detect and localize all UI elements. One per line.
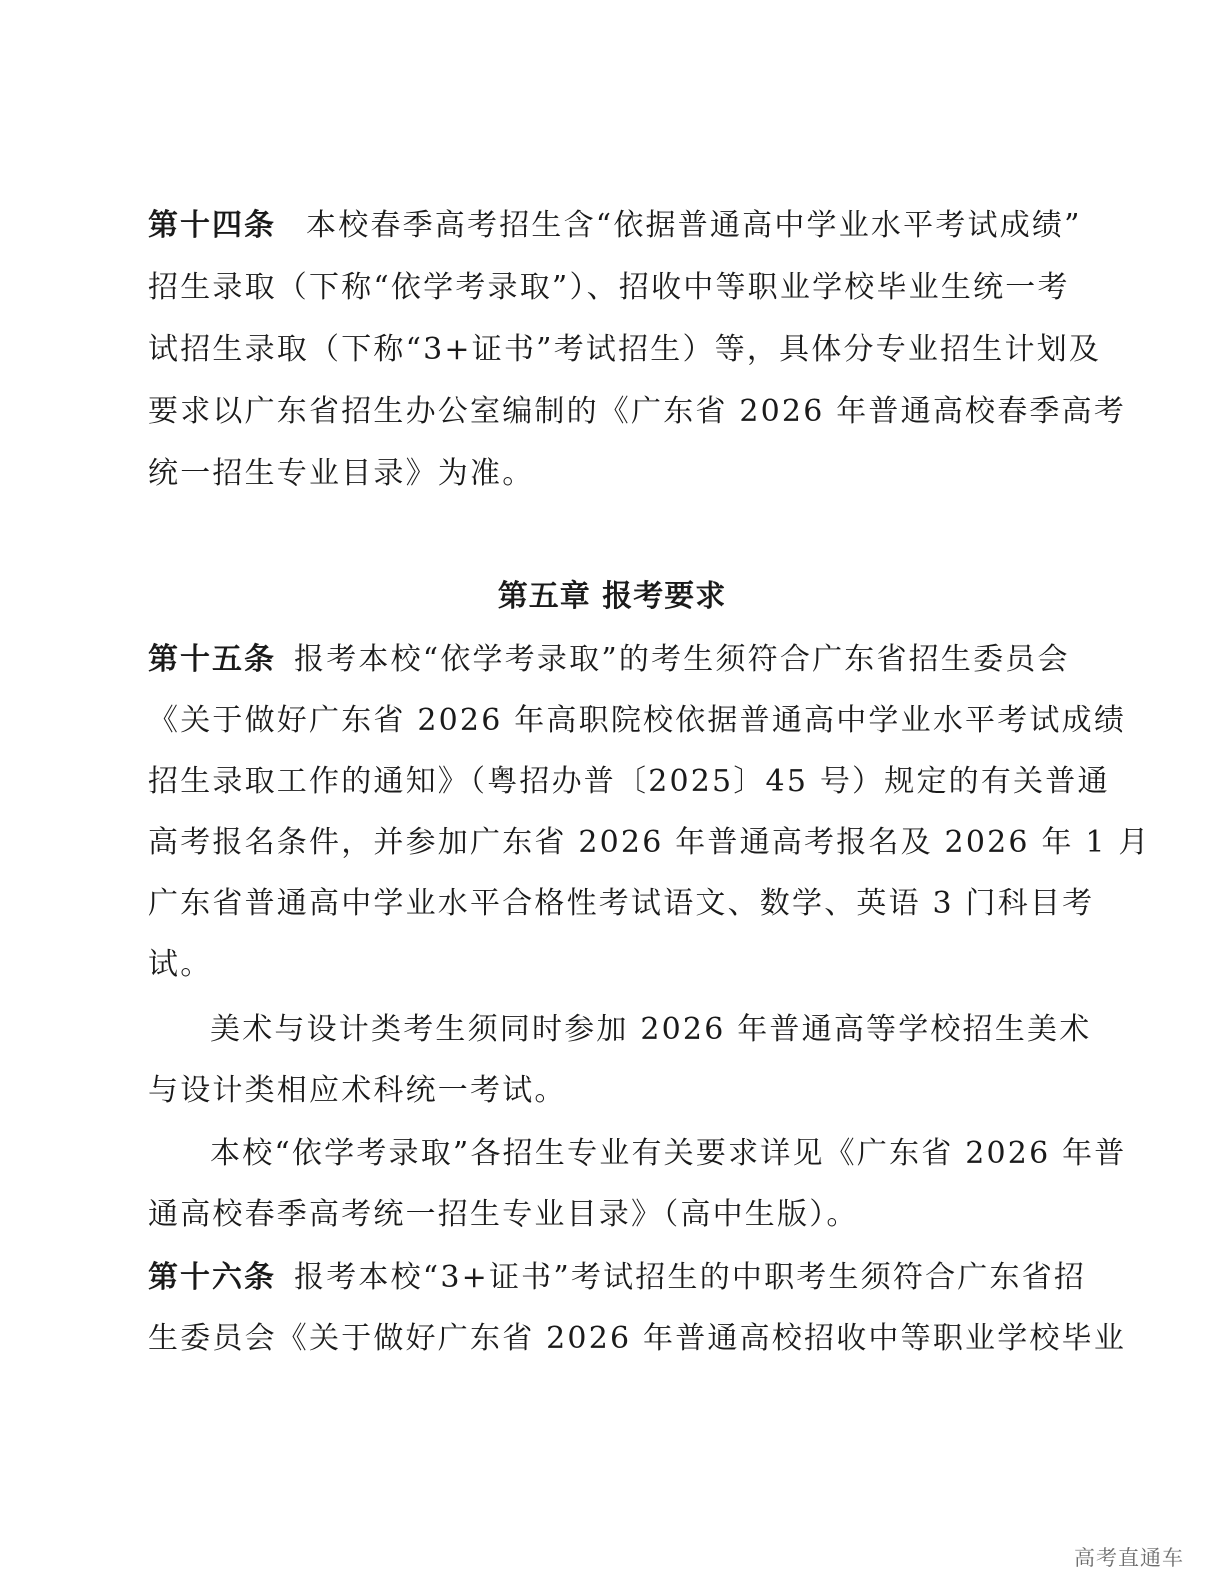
article-15-label: 第十五条 (148, 642, 276, 677)
article-16-line-1 (148, 1256, 1087, 1300)
article-15-para3-line-2: 通高校春季高考统一招生专业目录》（高中生版）。 (148, 1197, 859, 1232)
article-14-line-4: 要求以广东省招生办公室编制的《广东省 2026 年普通高校春季高考 (148, 394, 1127, 429)
article-14-line-3: 试招生录取（下称“3+证书”考试招生）等，具体分专业招生计划及 (148, 332, 1102, 367)
article-16-label: 第十六条 (148, 1260, 276, 1295)
article-15-para2-line-2: 与设计类相应术科统一考试。 (148, 1073, 567, 1108)
article-15-line-2: 《关于做好广东省 2026 年高职院校依据普通高中学业水平考试成绩 (148, 703, 1127, 738)
chapter-heading: 第五章 报考要求 (497, 579, 727, 614)
article-14-line-5: 统一招生专业目录》为准。 (148, 456, 535, 491)
article-15-line-6: 试。 (148, 947, 213, 982)
article-15-line-5: 广东省普通高中学业水平合格性考试语文、数学、英语 3 门科目考 (148, 886, 1095, 921)
article-16-text-1: 报考本校“3+证书”考试招生的中职考生须符合广东省招 (294, 1260, 1087, 1295)
article-15-line-4: 高考报名条件，并参加广东省 2026 年普通高考报名及 2026 年 1 月 (148, 825, 1151, 860)
article-15-para3-line-1: 本校“依学考录取”各招生专业有关要求详见《广东省 2026 年普 (210, 1136, 1127, 1171)
article-15-para2-line-1: 美术与设计类考生须同时参加 2026 年普通高等学校招生美术 (210, 1012, 1092, 1047)
article-14-text-1: 本校春季高考招生含“依据普通高中学业水平考试成绩” (306, 208, 1082, 243)
article-16-line-2: 生委员会《关于做好广东省 2026 年普通高校招收中等职业学校毕业 (148, 1321, 1127, 1356)
article-14-label: 第十四条 (148, 208, 276, 243)
article-15-text-1: 报考本校“依学考录取”的考生须符合广东省招生委员会 (294, 642, 1070, 677)
watermark: 高考直通车 (1074, 1546, 1184, 1570)
article-15-line-3: 招生录取工作的通知》（粤招办普〔2025〕45 号）规定的有关普通 (148, 764, 1110, 799)
article-14-line-2: 招生录取（下称“依学考录取”）、招收中等职业学校毕业生统一考 (148, 270, 1070, 305)
article-15-line-1 (148, 638, 1070, 682)
article-14-line-1 (148, 204, 1082, 248)
